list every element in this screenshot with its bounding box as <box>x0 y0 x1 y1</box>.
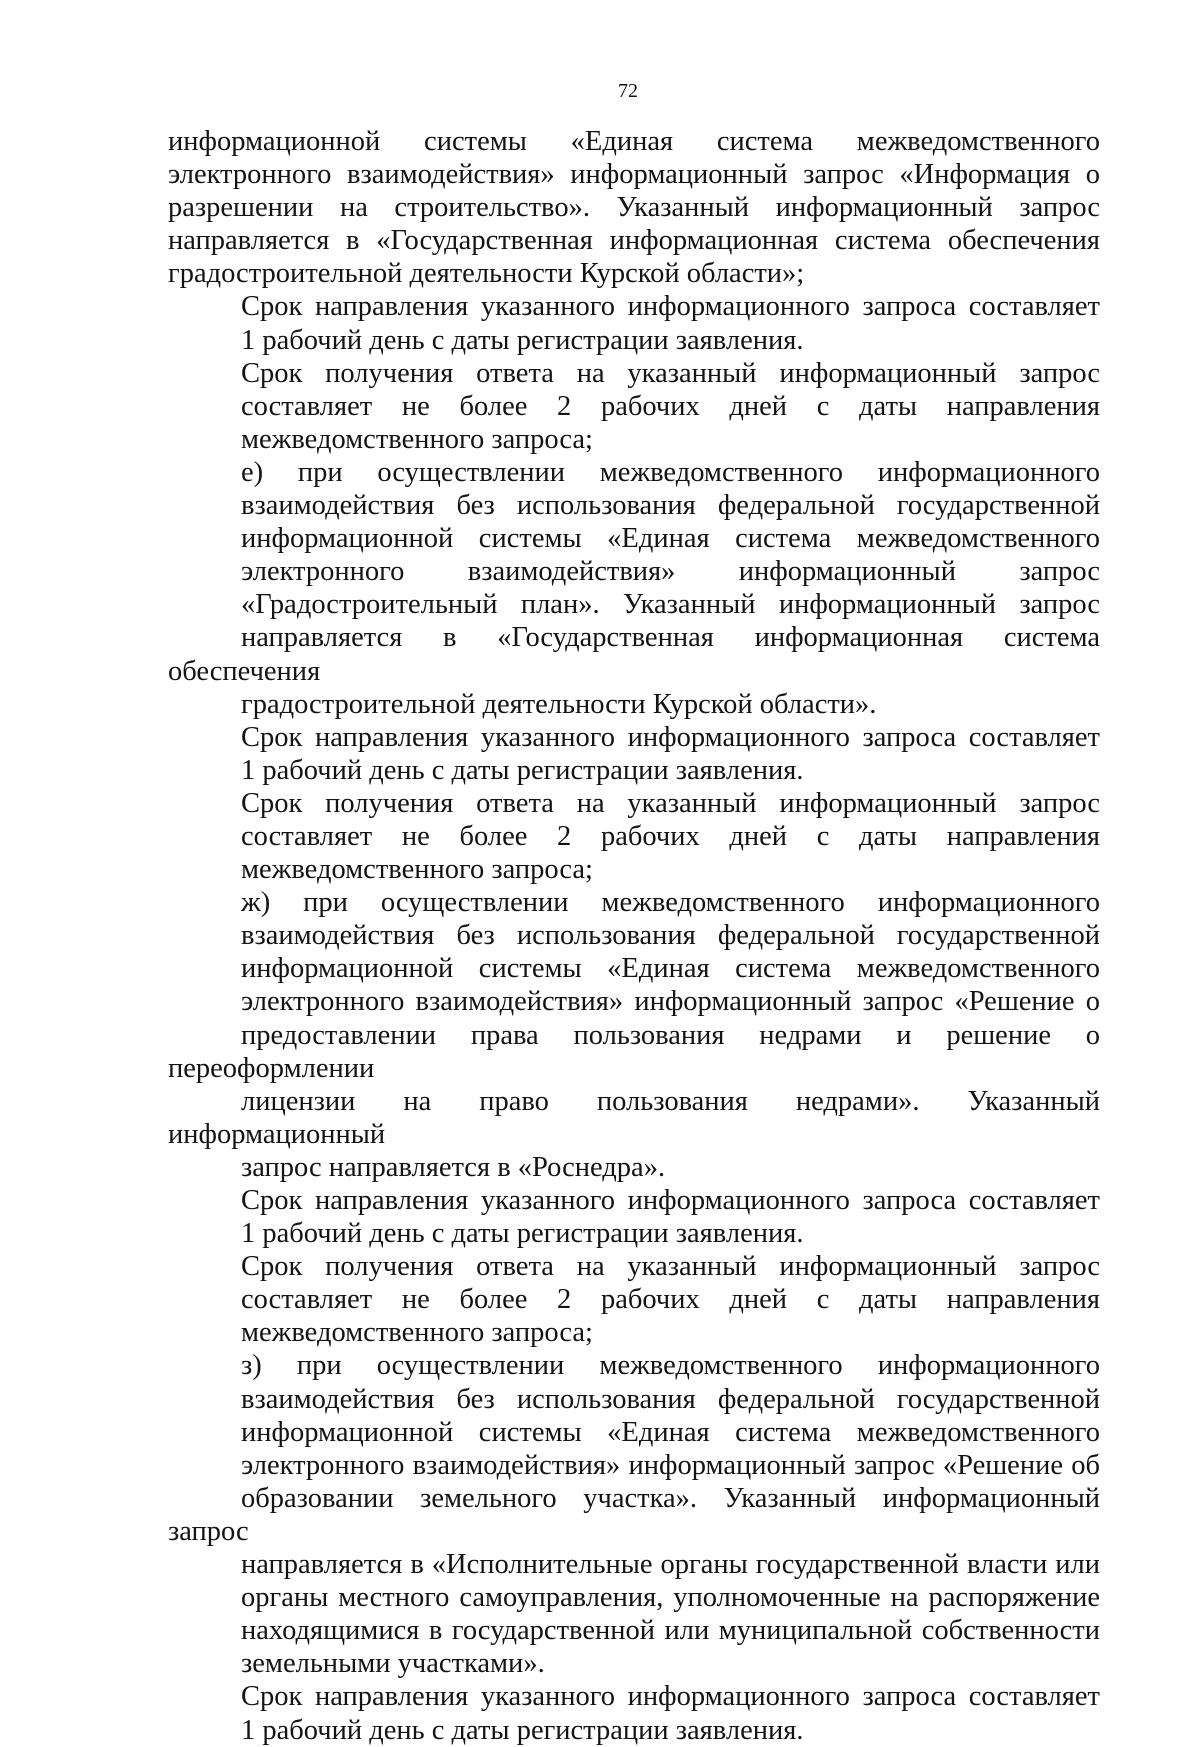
text-line: Срок направления указанного информационного запроса составляет <box>241 291 1100 323</box>
text-line: предоставлении права пользования недрами и решение о переоформлении <box>168 1019 1100 1084</box>
text-line: ж) при осуществлении межведомственного информационного <box>241 887 1100 919</box>
text-line: градостроительной деятельности Курской области». <box>241 688 877 720</box>
text-line: Срок получения ответа на указанный информационный запрос <box>241 787 1100 819</box>
text-line: лицензии на право пользования недрами». Указанный информационный <box>168 1085 1100 1150</box>
text-line: Срок направления указанного информационного запроса составляет <box>241 1681 1100 1713</box>
paragraph <box>168 787 1100 886</box>
text-line: электронного взаимодействия» информационный запрос «Решение о <box>241 986 1100 1018</box>
text-line: направляется в «Государственная информационная система обеспечения <box>168 622 1100 687</box>
text-line: Срок получения ответа на указанный информационный запрос <box>241 357 1100 389</box>
text-line: взаимодействия без использования федеральной государственной <box>241 490 1100 522</box>
text-line: информационной системы «Единая система межведомственного <box>241 1416 1100 1448</box>
text-line: информационной системы «Единая система межведомственного <box>168 126 1100 157</box>
text-line: разрешении на строительство». Указанный информационный запрос <box>168 192 1100 224</box>
page-number: 72 <box>618 80 638 102</box>
text-line: Срок получения ответа на указанный информационный запрос <box>241 1251 1100 1283</box>
text-line: земельными участками». <box>241 1648 545 1680</box>
paragraph <box>168 1184 1100 1250</box>
text-line: межведомственного запроса; <box>241 1317 593 1349</box>
text-line: электронного взаимодействия» информационный запрос «Решение об <box>241 1449 1100 1481</box>
text-line: Срок направления указанного информационного запроса составляет <box>241 721 1100 753</box>
text-line: взаимодействия без использования федеральной государственной <box>241 920 1100 952</box>
text-line: градостроительной деятельности Курской области»; <box>168 258 805 290</box>
text-line: межведомственного запроса; <box>241 854 593 886</box>
paragraph <box>168 886 1100 1184</box>
paragraph <box>168 125 1100 290</box>
text-line: запрос направляется в «Роснедра». <box>241 1151 666 1183</box>
document-body <box>168 125 1100 1747</box>
text-line: образовании земельного участка». Указанный информационный запрос <box>168 1482 1100 1547</box>
text-line: электронного взаимодействия» информационный запрос <box>241 556 1100 588</box>
paragraph <box>168 1250 1100 1349</box>
text-line: направляется в «Государственная информационная система обеспечения <box>168 225 1100 257</box>
text-line: 1 рабочий день с даты регистрации заявления. <box>241 754 804 786</box>
text-line: органы местного самоуправления, уполномоченные на распоряжение <box>241 1582 1100 1614</box>
text-line: составляет не более 2 рабочих дней с даты направления <box>241 1284 1100 1316</box>
paragraph <box>168 1349 1100 1680</box>
text-line: информационной системы «Единая система межведомственного <box>241 953 1100 985</box>
text-line: з) при осуществлении межведомственного информационного <box>241 1350 1100 1382</box>
text-line: межведомственного запроса; <box>241 423 593 455</box>
paragraph <box>168 456 1100 721</box>
text-line: составляет не более 2 рабочих дней с даты направления <box>241 390 1100 422</box>
text-line: направляется в «Исполнительные органы государственной власти или <box>241 1549 1100 1581</box>
text-line: 1 рабочий день с даты регистрации заявления. <box>241 324 804 356</box>
text-line: «Градостроительный план». Указанный информационный запрос <box>241 589 1100 621</box>
text-line: составляет не более 2 рабочих дней с даты направления <box>241 820 1100 852</box>
paragraph <box>168 721 1100 787</box>
text-line: Срок направления указанного информационного запроса составляет <box>241 1185 1100 1216</box>
text-line: 1 рабочий день с даты регистрации заявления. <box>241 1714 804 1746</box>
paragraph <box>168 357 1100 456</box>
paragraph <box>168 1680 1100 1746</box>
text-line: е) при осуществлении межведомственного информационного <box>241 456 1100 488</box>
paragraph <box>168 290 1100 356</box>
text-line: находящимися в государственной или муниципальной собственности <box>241 1615 1100 1647</box>
text-line: взаимодействия без использования федеральной государственной <box>241 1383 1100 1415</box>
text-line: электронного взаимодействия» информационный запрос «Информация о <box>168 159 1100 191</box>
text-line: 1 рабочий день с даты регистрации заявления. <box>241 1218 804 1250</box>
text-line: информационной системы «Единая система межведомственного <box>241 523 1100 555</box>
